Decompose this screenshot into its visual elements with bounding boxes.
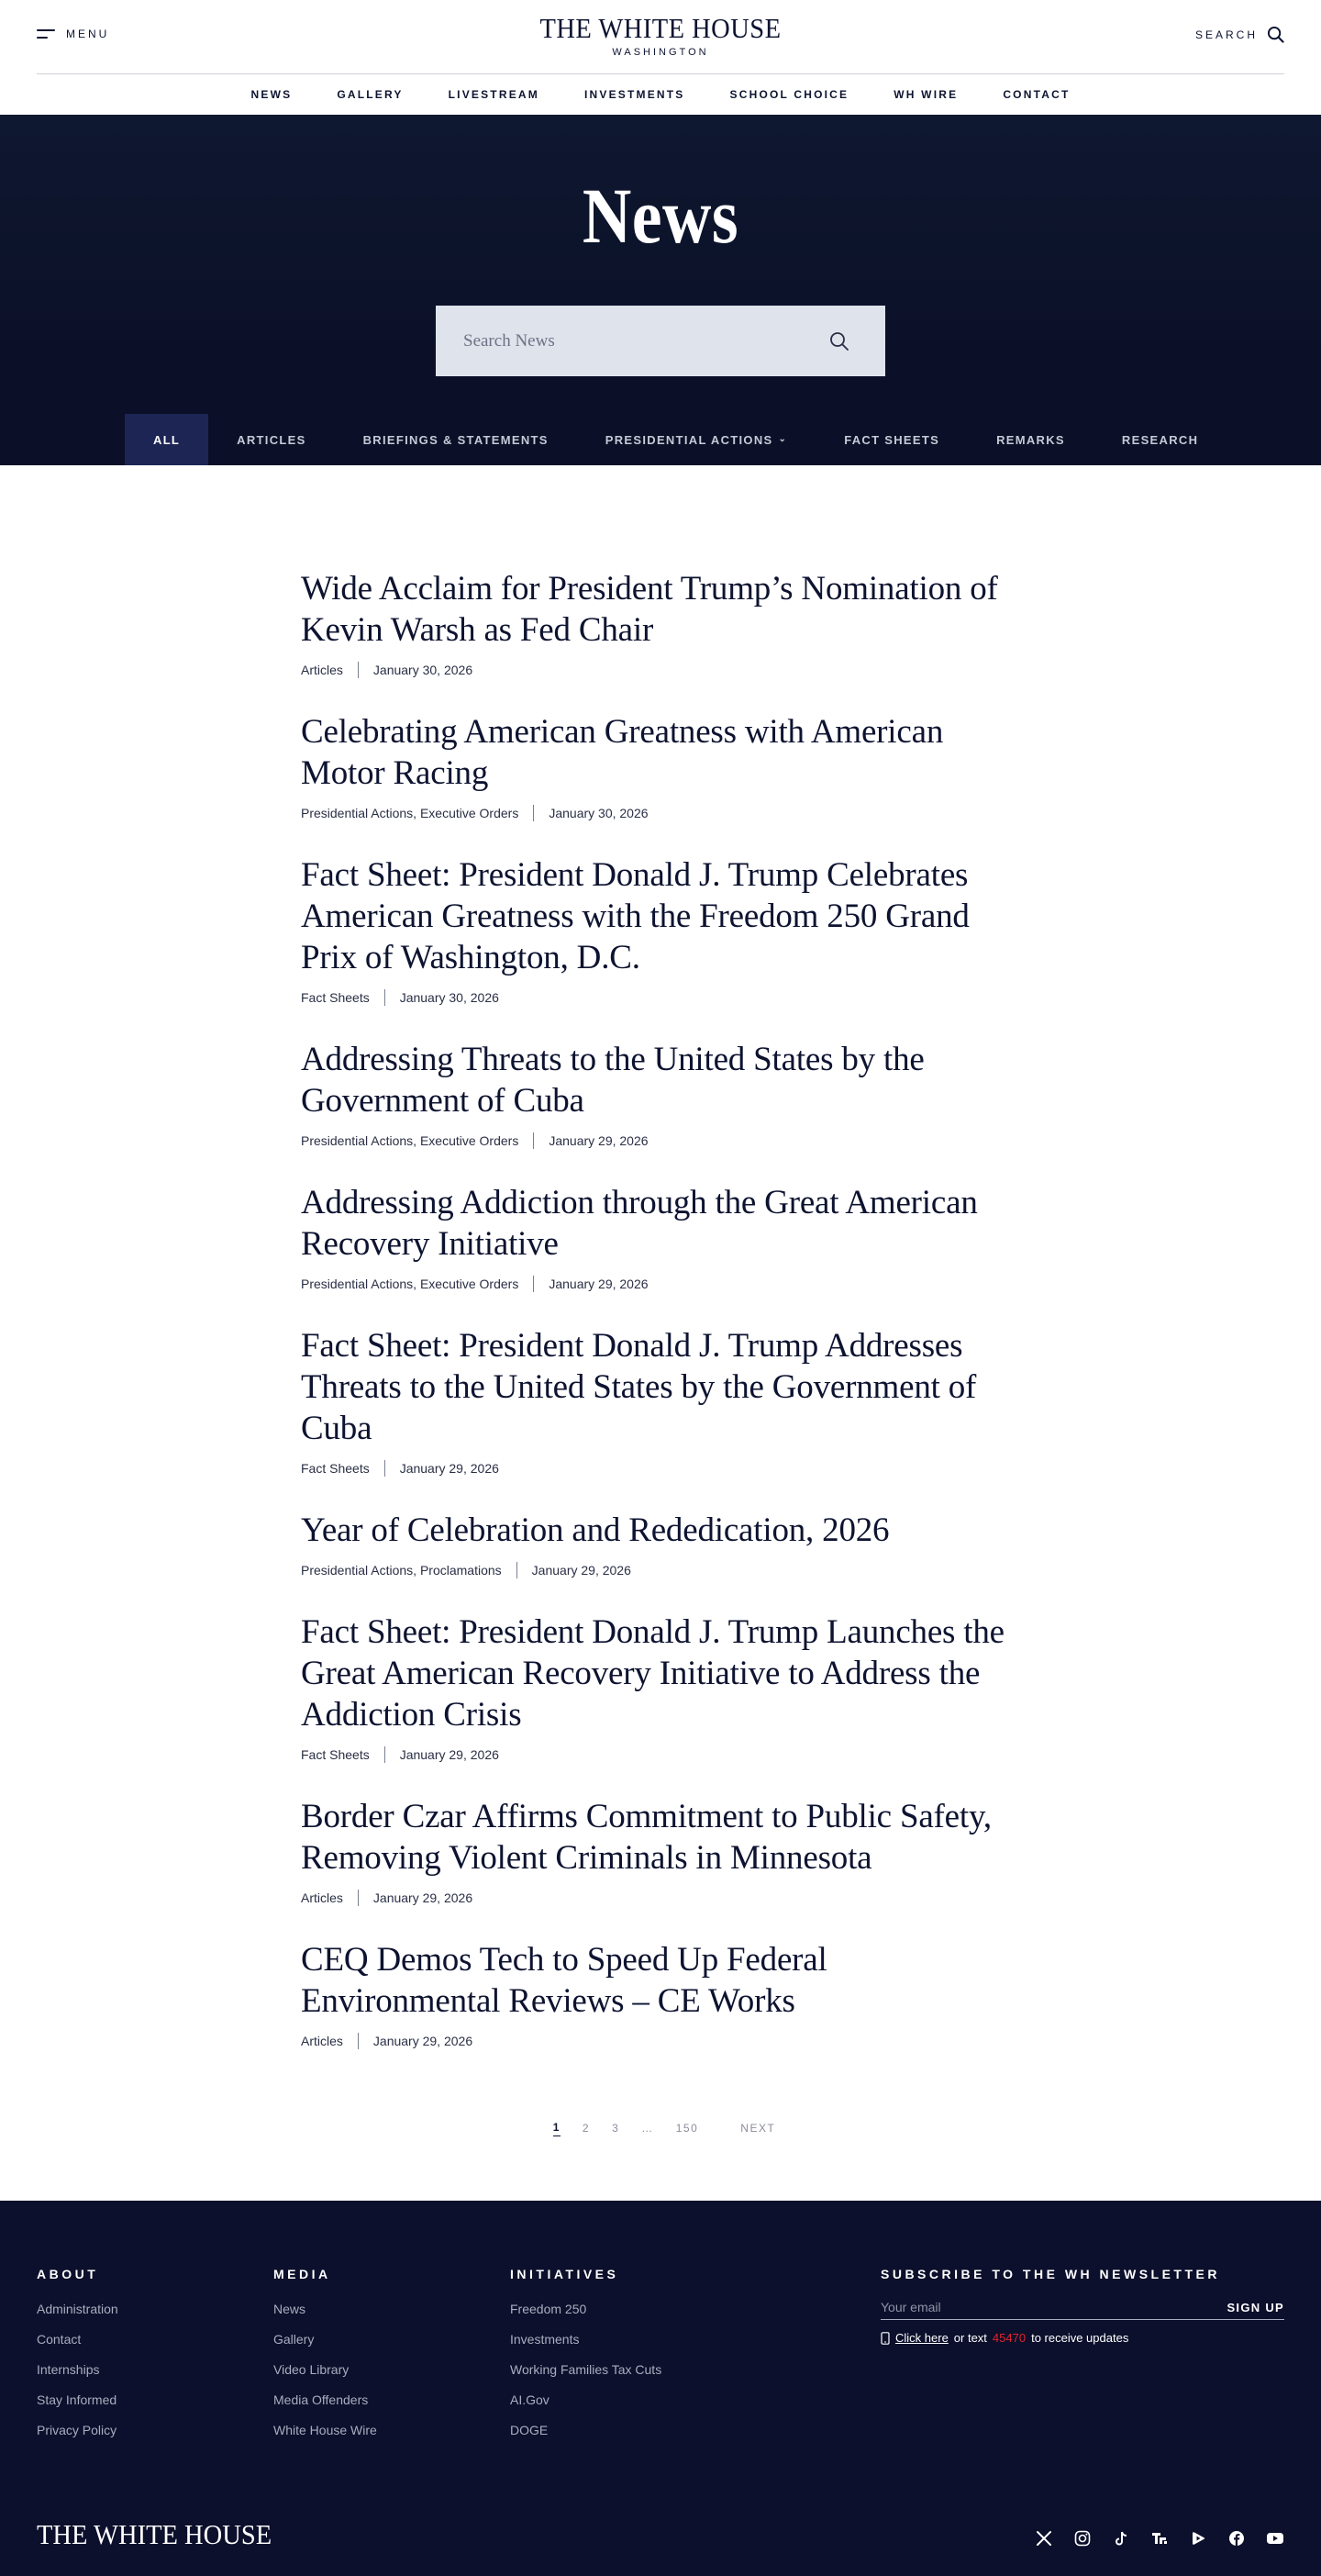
news-title-link[interactable]: Fact Sheet: President Donald J. Trump Launches the Great American Recovery Initiative to Address the Addiction Crisis xyxy=(301,1613,1005,1734)
filter-label: PRESIDENTIAL ACTIONS xyxy=(605,432,773,447)
news-meta xyxy=(301,1460,1027,1477)
footer-link[interactable]: Working Families Tax Cuts xyxy=(510,2362,662,2377)
rumble-icon[interactable] xyxy=(1189,2529,1207,2548)
news-date: January 29, 2026 xyxy=(549,1133,649,1148)
footer-link[interactable]: News xyxy=(273,2302,306,2316)
nav-wh-wire[interactable]: WH WIRE xyxy=(894,88,959,101)
news-title-link[interactable]: Wide Acclaim for President Trump’s Nomination of Kevin Warsh as Fed Chair xyxy=(301,570,998,649)
filter-presidential-actions[interactable] xyxy=(577,414,816,465)
facebook-icon[interactable] xyxy=(1227,2529,1246,2548)
footer-heading: INITIATIVES xyxy=(510,2267,619,2281)
footer-link[interactable]: Video Library xyxy=(273,2362,350,2377)
news-item xyxy=(301,568,1027,678)
x-icon[interactable] xyxy=(1035,2529,1053,2548)
filter-briefings-statements[interactable] xyxy=(335,414,577,465)
sms-text-mid: or text xyxy=(953,2331,987,2345)
site-header xyxy=(0,0,1321,115)
news-date: January 29, 2026 xyxy=(531,1563,631,1578)
sms-text-end: to receive updates xyxy=(1031,2331,1129,2345)
news-category[interactable]: Fact Sheets xyxy=(301,1747,370,1762)
truth-social-icon[interactable] xyxy=(1150,2529,1169,2548)
news-date: January 29, 2026 xyxy=(399,1747,499,1762)
nav-gallery[interactable]: GALLERY xyxy=(337,88,404,101)
news-meta xyxy=(301,1890,1027,1906)
news-meta xyxy=(301,662,1027,678)
footer-media xyxy=(273,2267,377,2453)
footer-heading: MEDIA xyxy=(273,2267,331,2281)
footer-about xyxy=(37,2267,118,2453)
news-title-link[interactable]: Year of Celebration and Rededication, 2026 xyxy=(301,1511,890,1549)
search-icon xyxy=(1267,26,1284,43)
main-nav xyxy=(37,73,1284,115)
nav-livestream[interactable]: LIVESTREAM xyxy=(448,88,539,101)
footer-link[interactable]: Stay Informed xyxy=(37,2392,117,2407)
footer-logo[interactable]: THE WHITE HOUSE xyxy=(37,2518,272,2550)
menu-button[interactable] xyxy=(37,28,109,40)
newsletter-form xyxy=(881,2300,1284,2320)
news-category[interactable]: Fact Sheets xyxy=(301,990,370,1005)
filter-fact-sheets[interactable] xyxy=(816,414,968,465)
news-item xyxy=(301,1611,1027,1763)
news-title-link[interactable]: Addressing Addiction through the Great American Recovery Initiative xyxy=(301,1184,978,1263)
footer-link[interactable]: DOGE xyxy=(510,2423,549,2437)
top-bar xyxy=(0,0,1321,73)
brand-title: THE WHITE HOUSE xyxy=(539,12,782,44)
page-3[interactable]: 3 xyxy=(612,2122,620,2135)
news-category[interactable]: Presidential Actions, Executive Orders xyxy=(301,1277,519,1291)
footer-link[interactable]: Investments xyxy=(510,2332,580,2347)
filter-label: RESEARCH xyxy=(1121,432,1199,447)
footer-link[interactable]: Gallery xyxy=(273,2332,315,2347)
news-date: January 30, 2026 xyxy=(372,663,473,677)
sms-click-here-link[interactable]: Click here xyxy=(895,2331,949,2345)
news-meta xyxy=(301,2033,1027,2049)
news-date: January 29, 2026 xyxy=(399,1461,499,1476)
page-1[interactable]: 1 xyxy=(553,2121,561,2136)
news-meta xyxy=(301,1132,1027,1149)
newsletter-email-input[interactable] xyxy=(881,2300,1227,2314)
site-logo[interactable] xyxy=(529,13,792,58)
news-search-input[interactable] xyxy=(463,331,828,351)
footer-link[interactable]: AI.Gov xyxy=(510,2392,549,2407)
next-page-button[interactable]: NEXT xyxy=(740,2122,776,2135)
sms-code: 45470 xyxy=(992,2331,1027,2345)
news-item xyxy=(301,1325,1027,1477)
filter-label: FACT SHEETS xyxy=(844,432,940,447)
news-search-box xyxy=(436,306,885,376)
page-2[interactable]: 2 xyxy=(582,2122,591,2135)
filter-label: REMARKS xyxy=(996,432,1065,447)
news-category[interactable]: Articles xyxy=(301,1890,343,1905)
footer-link[interactable]: Internships xyxy=(37,2362,100,2377)
nav-school-choice[interactable]: SCHOOL CHOICE xyxy=(729,88,849,101)
youtube-icon[interactable] xyxy=(1266,2529,1284,2548)
footer-link[interactable]: Media Offenders xyxy=(273,2392,369,2407)
news-category[interactable]: Presidential Actions, Proclamations xyxy=(301,1563,502,1578)
footer-initiatives xyxy=(510,2267,661,2453)
news-date: January 29, 2026 xyxy=(372,2034,473,2048)
news-item xyxy=(301,1939,1027,2049)
search-icon[interactable] xyxy=(828,330,850,352)
news-item xyxy=(301,1796,1027,1906)
tiktok-icon[interactable] xyxy=(1112,2529,1130,2548)
news-list xyxy=(294,465,1027,2139)
news-title-link[interactable]: Celebrating American Greatness with American Motor Racing xyxy=(301,713,944,792)
nav-contact[interactable]: CONTACT xyxy=(1003,88,1071,101)
nav-news[interactable]: NEWS xyxy=(250,88,293,101)
footer-heading: ABOUT xyxy=(37,2267,99,2281)
news-date: January 29, 2026 xyxy=(372,1890,473,1905)
phone-icon xyxy=(881,2332,890,2345)
news-item xyxy=(301,711,1027,821)
filter-remarks[interactable] xyxy=(968,414,1093,465)
category-filters xyxy=(125,414,1227,465)
news-title-link[interactable]: Fact Sheet: President Donald J. Trump Addresses Threats to the United States by the Government of Cuba xyxy=(301,1327,977,1447)
news-item xyxy=(301,1510,1027,1578)
news-item xyxy=(301,1182,1027,1292)
news-title-link[interactable]: Border Czar Affirms Commitment to Public Safety, Removing Violent Criminals in Minnesota xyxy=(301,1798,992,1877)
menu-label: MENU xyxy=(66,28,110,40)
filter-research[interactable] xyxy=(1093,414,1227,465)
social-links xyxy=(1035,2529,1284,2548)
filter-articles[interactable] xyxy=(208,414,334,465)
news-category[interactable]: Articles xyxy=(301,663,343,677)
news-date: January 30, 2026 xyxy=(549,806,649,820)
news-meta xyxy=(301,1562,1027,1578)
news-date: January 29, 2026 xyxy=(549,1277,649,1291)
news-meta xyxy=(301,989,1027,1006)
news-item xyxy=(301,1039,1027,1149)
newsletter-signup-button[interactable]: SIGN UP xyxy=(1227,2300,1284,2314)
news-meta xyxy=(301,1276,1027,1292)
newsletter-heading: SUBSCRIBE TO THE WH NEWSLETTER xyxy=(881,2267,1220,2281)
news-meta xyxy=(301,1746,1027,1763)
news-title-link[interactable]: CEQ Demos Tech to Speed Up Federal Environmental Reviews – CE Works xyxy=(301,1941,827,2020)
news-title-link[interactable]: Fact Sheet: President Donald J. Trump Celebrates American Greatness with the Freedom 250 Grand Prix of Washington, D.C. xyxy=(301,856,970,976)
search-label: SEARCH xyxy=(1194,28,1258,41)
pagination xyxy=(301,2117,1027,2139)
page-title: News xyxy=(582,172,739,260)
news-category[interactable]: Articles xyxy=(301,2034,343,2048)
filter-label: ALL xyxy=(153,432,181,447)
page-ellipsis: … xyxy=(641,2122,654,2135)
news-hero xyxy=(0,115,1321,465)
footer-link[interactable]: Contact xyxy=(37,2332,82,2347)
footer-link[interactable]: Administration xyxy=(37,2302,118,2316)
brand-subtitle: WASHINGTON xyxy=(612,47,709,58)
footer-link[interactable]: Privacy Policy xyxy=(37,2423,117,2437)
footer-link[interactable]: Freedom 250 xyxy=(510,2302,587,2316)
news-category[interactable]: Presidential Actions, Executive Orders xyxy=(301,806,519,820)
site-footer xyxy=(0,2201,1321,2576)
news-title-link[interactable]: Addressing Threats to the United States by the Government of Cuba xyxy=(301,1041,925,1120)
newsletter-signup xyxy=(881,2267,1284,2345)
news-meta xyxy=(301,805,1027,821)
header-search-button[interactable] xyxy=(1195,26,1284,43)
news-category[interactable]: Presidential Actions, Executive Orders xyxy=(301,1133,519,1148)
news-item xyxy=(301,854,1027,1006)
filter-label: BRIEFINGS & STATEMENTS xyxy=(362,432,549,447)
sms-signup xyxy=(881,2331,1284,2345)
filter-label: ARTICLES xyxy=(237,432,306,447)
footer-link[interactable]: White House Wire xyxy=(273,2423,377,2437)
hamburger-icon xyxy=(37,29,55,39)
page-last[interactable]: 150 xyxy=(675,2122,699,2135)
news-date: January 30, 2026 xyxy=(399,990,499,1005)
instagram-icon[interactable] xyxy=(1073,2529,1092,2548)
nav-investments[interactable]: INVESTMENTS xyxy=(583,88,685,101)
news-category[interactable]: Fact Sheets xyxy=(301,1461,370,1476)
chevron-down-icon: ⌄ xyxy=(778,433,788,444)
filter-all[interactable] xyxy=(125,414,208,465)
